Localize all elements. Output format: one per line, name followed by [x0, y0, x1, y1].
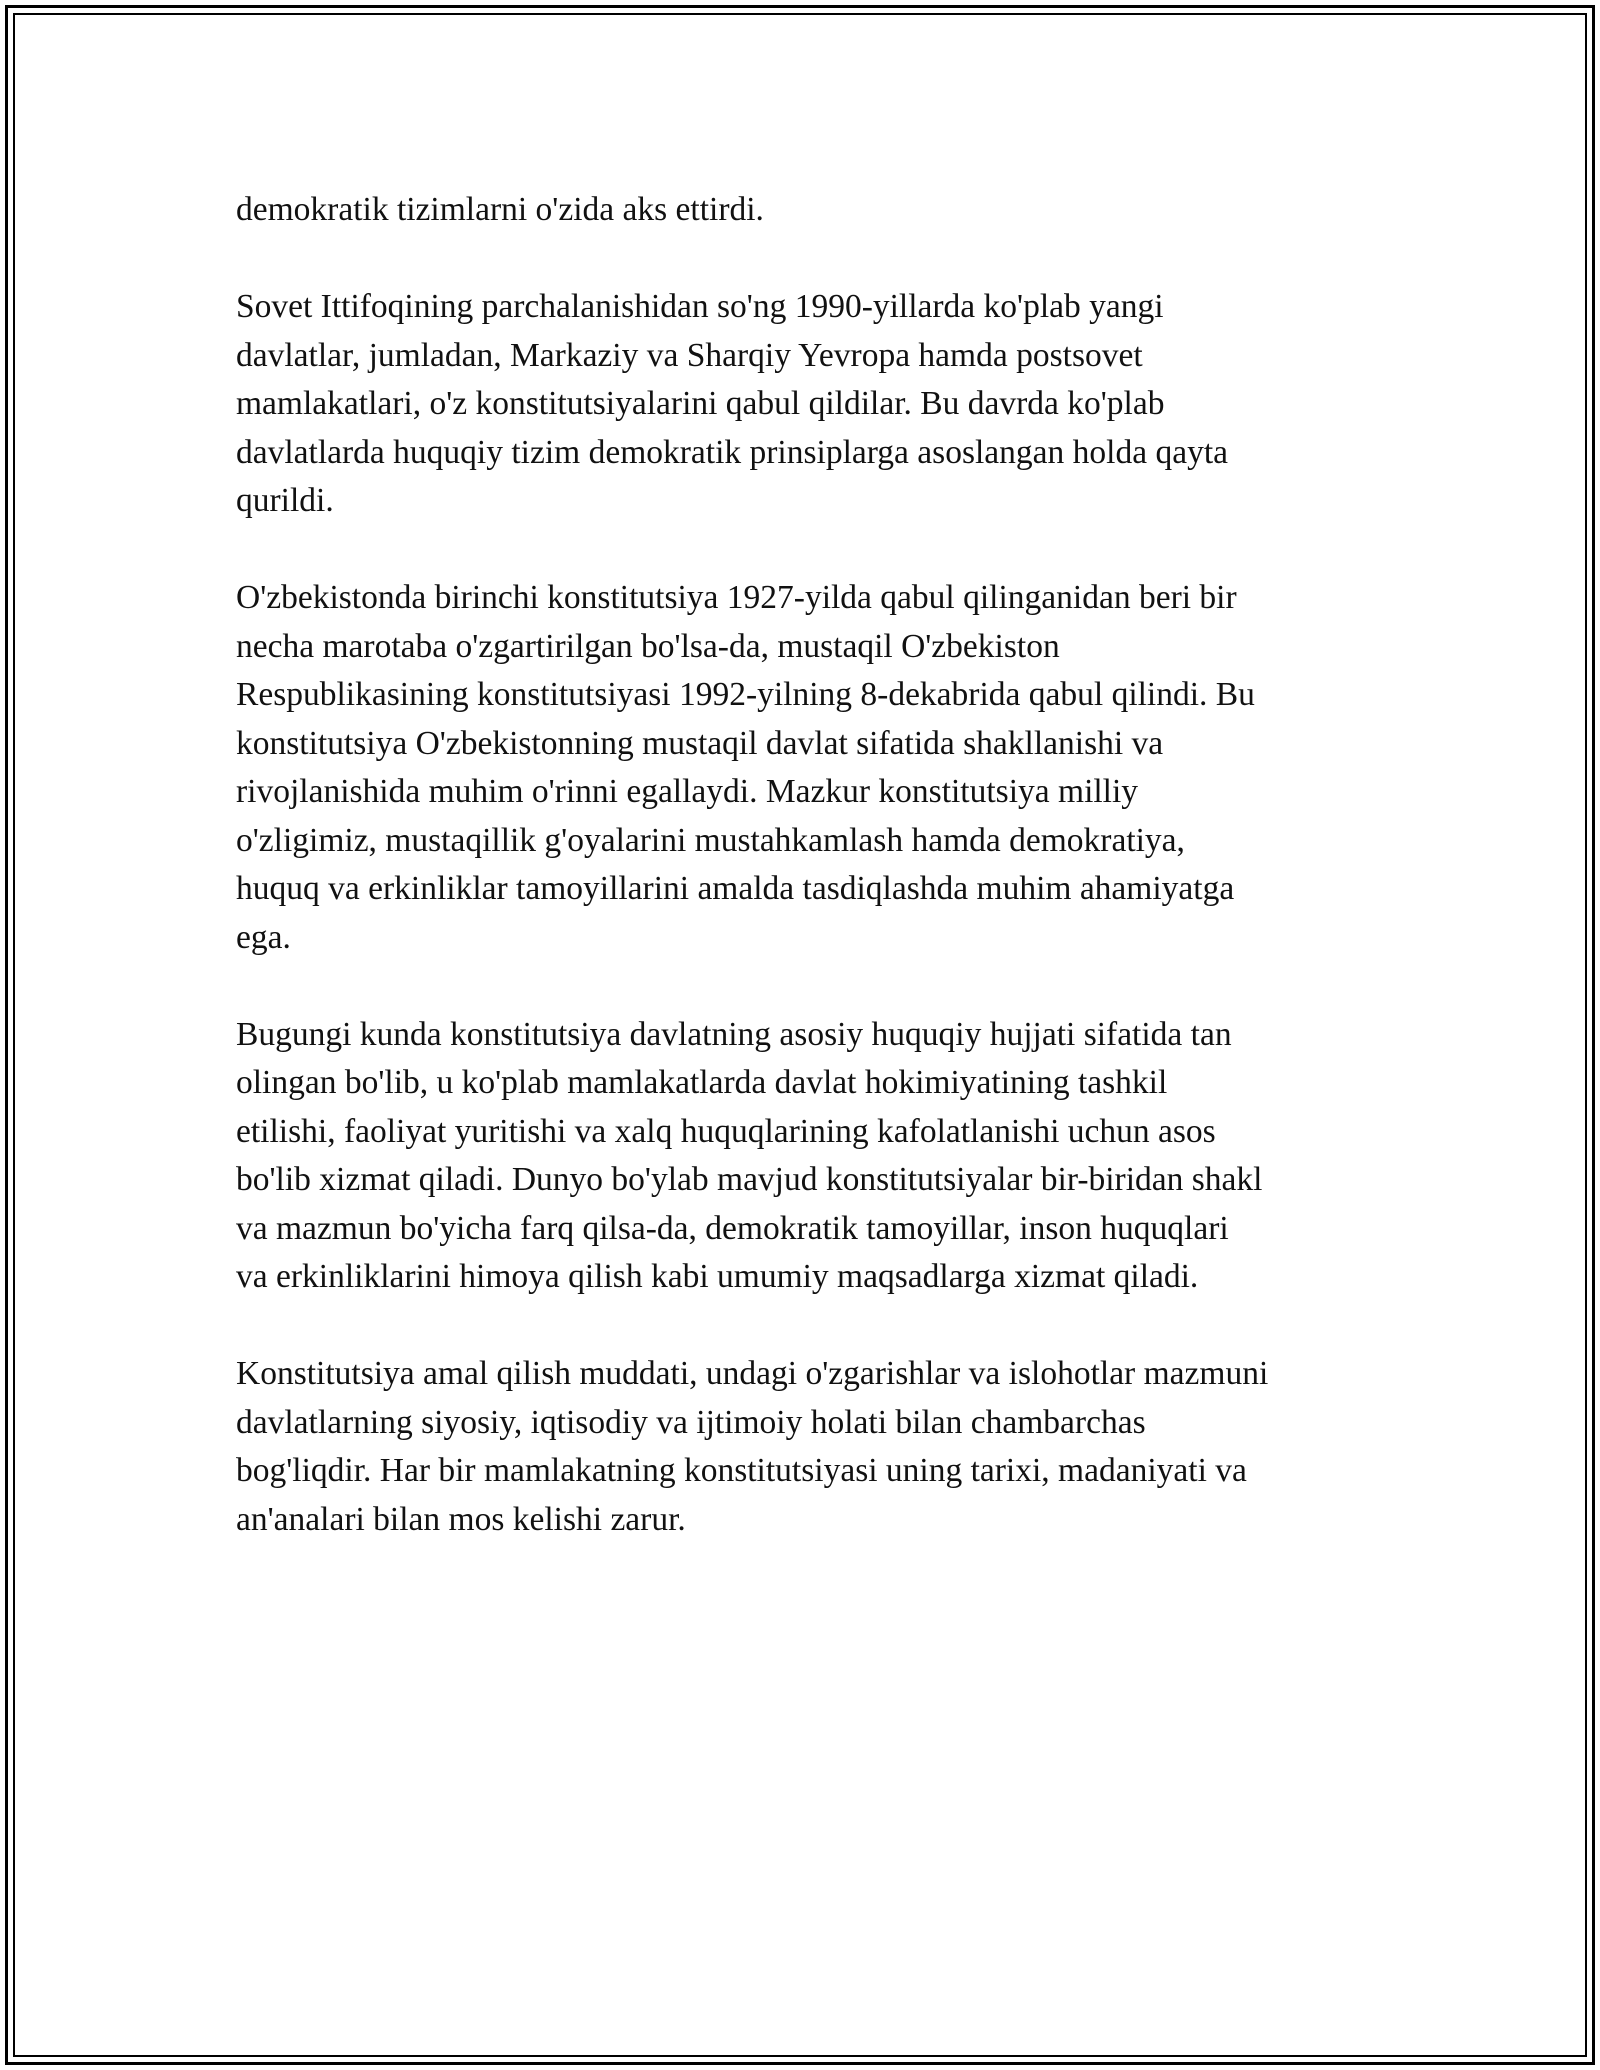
text-line: demokratik tizimlarni o'zida aks ettirdi. [236, 191, 764, 228]
text-line: davlatlarning siyosiy, iqtisodiy va ijtimoiy holati bilan chambarchas [236, 1403, 1146, 1441]
text-line: o'zligimiz, mustaqillik g'oyalarini mustahkamlash hamda demokratiya, [236, 821, 1185, 859]
document-body [236, 186, 1376, 1544]
text-line: etilishi, faoliyat yuritishi va xalq huquqlarining kafolatlanishi uchun asos [236, 1112, 1216, 1150]
text-line: davlatlarda huquqiy tizim demokratik prinsiplarga asoslangan holda qayta [236, 433, 1229, 471]
paragraph [236, 1011, 1376, 1302]
text-line: bo'lib xizmat qiladi. Dunyo bo'ylab mavjud konstitutsiyalar bir-biridan shakl [236, 1161, 1263, 1198]
text-line: va erkinliklarini himoya qilish kabi umumiy maqsadlarga xizmat qiladi. [236, 1258, 1199, 1295]
text-line: davlatlar, jumladan, Markaziy va Sharqiy Yevropa hamda postsovet [236, 336, 1143, 374]
text-line: va mazmun bo'yicha farq qilsa-da, demokratik tamoyillar, inson huquqlari [236, 1209, 1229, 1247]
text-line: Bugungi kunda konstitutsiya davlatning asosiy huquqiy hujjati sifatida tan [236, 1015, 1232, 1053]
text-line: konstitutsiya O'zbekistonning mustaqil davlat sifatida shakllanishi va [236, 724, 1164, 762]
text-line: rivojlanishida muhim o'rinni egallaydi. Mazkur konstitutsiya milliy [236, 773, 1139, 810]
paragraph [236, 1350, 1376, 1544]
text-line: huquq va erkinliklar tamoyillarini amalda tasdiqlashda muhim ahamiyatga [236, 870, 1235, 907]
text-line: Sovet Ittifoqining parchalanishidan so'ng 1990-yillarda ko'plab yangi [236, 288, 1164, 325]
text-line: necha marotaba o'zgartirilgan bo'lsa-da, mustaqil O'zbekiston [236, 627, 1060, 665]
text-line: qurildi. [236, 482, 334, 519]
paragraph [236, 186, 1376, 235]
text-line: Konstitutsiya amal qilish muddati, undagi o'zgarishlar va islohotlar mazmuni [236, 1355, 1269, 1392]
paragraph [236, 283, 1376, 526]
text-line: Respublikasining konstitutsiyasi 1992-yilning 8-dekabrida qabul qilindi. Bu [236, 676, 1255, 713]
text-line: an'analari bilan mos kelishi zarur. [236, 1500, 686, 1538]
text-line: mamlakatlari, o'z konstitutsiyalarini qabul qildilar. Bu davrda ko'plab [236, 385, 1165, 422]
paragraph [236, 574, 1376, 962]
text-line: bog'liqdir. Har bir mamlakatning konstitutsiyasi uning tarixi, madaniyati va [236, 1452, 1247, 1489]
text-line: O'zbekistonda birinchi konstitutsiya 1927-yilda qabul qilinganidan beri bir [236, 579, 1237, 616]
text-line: olingan bo'lib, u ko'plab mamlakatlarda davlat hokimiyatining tashkil [236, 1064, 1168, 1101]
text-line: ega. [236, 918, 291, 956]
